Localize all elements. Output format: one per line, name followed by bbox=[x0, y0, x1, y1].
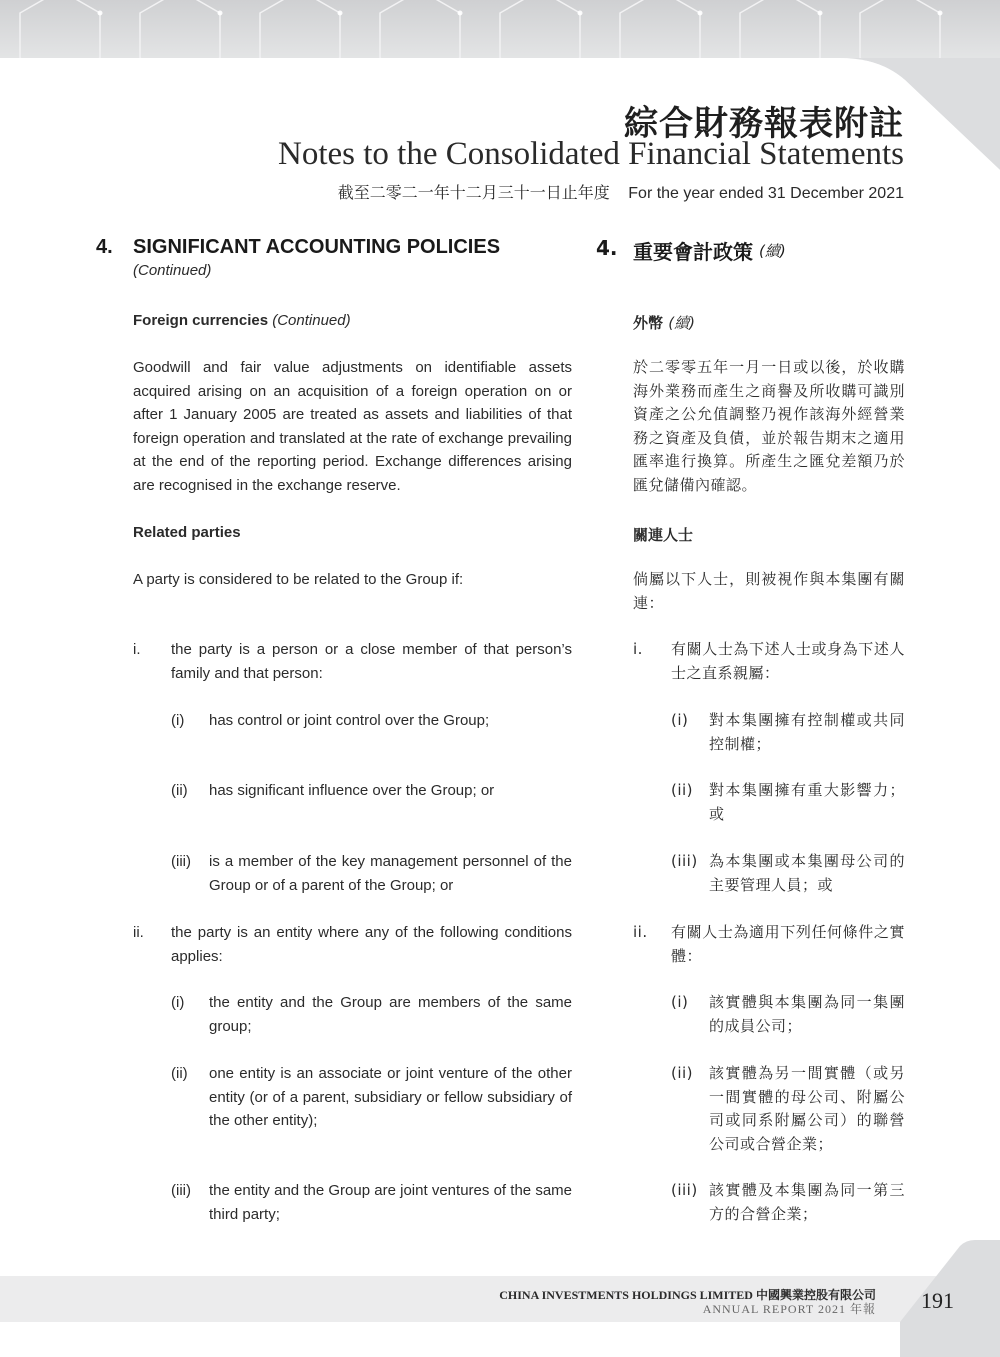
list-item-text: the party is a person or a close member of that person’s family and that person: bbox=[171, 641, 572, 682]
list-item bbox=[671, 1179, 905, 1226]
foreign-currencies-paragraph: Goodwill and fair value adjustments on identifiable assets acquired arising on an acquisition of a foreign operation on or after 1 January 2005 are treated as assets and liabilities of that foreign operation and translated at the rate of exchange prevailing at the end of the reporting period. Exchange differences arising are recognised in the exchange reserve. bbox=[133, 359, 572, 494]
list-item bbox=[171, 779, 572, 803]
list-item-text: 有關人士為適用下列任何條件之實體： bbox=[671, 923, 905, 965]
section-title: SIGNIFICANT ACCOUNTING POLICIES bbox=[133, 236, 501, 258]
list-item-text: 該實體與本集團為同一集團的成員公司； bbox=[709, 993, 905, 1035]
list-item-text: the entity and the Group are members of the same group; bbox=[209, 994, 572, 1035]
header-title-english: Notes to the Consolidated Financial Statements bbox=[278, 136, 904, 172]
foreign-currencies-continued: (Continued) bbox=[272, 312, 351, 329]
section-title-chinese: 重要會計政策 bbox=[633, 240, 753, 264]
section-number: 4. bbox=[96, 236, 113, 258]
footer-report-english: ANNUAL REPORT 2021 bbox=[702, 1302, 846, 1316]
list-item-text: the entity and the Group are joint ventures of the same third party; bbox=[209, 1182, 572, 1223]
section-continued-chinese: (續) bbox=[759, 242, 786, 260]
list-item bbox=[671, 991, 905, 1038]
list-item bbox=[671, 850, 905, 897]
footer-company-english: CHINA INVESTMENTS HOLDINGS LIMITED bbox=[499, 1288, 753, 1302]
foreign-currencies-heading bbox=[133, 312, 351, 329]
list-item-text: 該實體及本集團為同一第三方的合營企業； bbox=[709, 1181, 905, 1223]
list-item bbox=[671, 1062, 905, 1156]
related-parties-heading: Related parties bbox=[133, 524, 241, 541]
list-item-label: ii. bbox=[133, 924, 144, 941]
list-item-text: is a member of the key management personnel of the Group or of a parent of the Group; or bbox=[209, 853, 572, 894]
foreign-currencies-continued-chinese: (續) bbox=[668, 314, 695, 332]
list-item bbox=[133, 638, 572, 685]
list-item bbox=[671, 779, 905, 826]
footer-report-chinese: 年報 bbox=[849, 1302, 876, 1316]
list-item bbox=[633, 638, 905, 685]
list-item-label: (iii) bbox=[171, 853, 191, 870]
list-item-label: (ii) bbox=[671, 781, 694, 799]
english-column bbox=[96, 236, 572, 1223]
list-item-label: (ii) bbox=[671, 1064, 694, 1082]
page-number: 191 bbox=[921, 1288, 954, 1313]
list-item-text: one entity is an associate or joint venture of the other entity (or of a parent, subsidiary or fellow subsidiary of the other entity); bbox=[209, 1065, 572, 1129]
chinese-column bbox=[596, 236, 905, 1223]
list-item-text: the party is an entity where any of the following conditions applies: bbox=[171, 924, 572, 965]
list-item-label: (i) bbox=[171, 712, 185, 729]
header-title-chinese: 綜合財務報表附註 bbox=[624, 104, 904, 144]
list-item-label: i. bbox=[133, 641, 141, 658]
header-year-chinese: 截至二零二一年十二月三十一日止年度 bbox=[337, 183, 610, 202]
related-parties-intro-chinese: 倘屬以下人士，則被視作與本集團有關連： bbox=[633, 570, 905, 612]
list-item-label: (iii) bbox=[671, 852, 698, 870]
list-item bbox=[171, 1062, 572, 1133]
list-item-label: (ii) bbox=[171, 782, 188, 799]
list-item bbox=[171, 850, 572, 897]
section-heading bbox=[96, 236, 572, 259]
list-item-text: 該實體為另一間實體（或另一間實體的母公司、附屬公司或同系附屬公司）的聯營公司或合營企業； bbox=[709, 1064, 905, 1153]
header-year-english: For the year ended 31 December 2021 bbox=[628, 185, 904, 202]
list-item-text: 對本集團擁有重大影響力；或 bbox=[709, 781, 905, 823]
related-parties-intro: A party is considered to be related to the Group if: bbox=[133, 571, 464, 588]
list-item bbox=[171, 991, 572, 1038]
footer-report bbox=[703, 1300, 876, 1317]
foreign-currencies-paragraph-chinese: 於二零零五年一月一日或以後，於收購海外業務而產生之商譽及所收購可識別資產之公允值調整乃視作該海外經營業務之資產及負債，並於報告期末之適用匯率進行換算。所產生之匯兌差額乃於匯兌儲備內確認。 bbox=[633, 358, 905, 494]
list-item-text: 對本集團擁有控制權或共同控制權； bbox=[709, 711, 905, 753]
list-item-text: has significant influence over the Group; or bbox=[209, 782, 495, 799]
foreign-currencies-heading-chinese bbox=[633, 312, 695, 333]
header-year bbox=[338, 180, 904, 203]
list-item bbox=[171, 709, 572, 733]
list-item-label: (iii) bbox=[671, 1181, 698, 1199]
section-heading-chinese bbox=[596, 236, 905, 265]
list-item-text: 為本集團或本集團母公司的主要管理人員；或 bbox=[709, 852, 905, 894]
list-item-label: (ii) bbox=[171, 1065, 188, 1082]
list-item-text: has control or joint control over the Group; bbox=[209, 712, 490, 729]
list-item bbox=[633, 921, 905, 968]
list-item-text: 有關人士為下述人士或身為下述人士之直系親屬： bbox=[671, 640, 905, 682]
related-parties-heading-chinese: 關連人士 bbox=[633, 526, 694, 544]
list-item-label: (i) bbox=[671, 711, 689, 729]
list-item-label: ii. bbox=[633, 923, 648, 941]
section-number-chinese: 4. bbox=[596, 236, 618, 260]
foreign-currencies-title: Foreign currencies bbox=[133, 312, 269, 329]
list-item-label: (i) bbox=[671, 993, 689, 1011]
list-item bbox=[671, 709, 905, 756]
list-item-label: (iii) bbox=[171, 1182, 191, 1199]
list-item-label: i. bbox=[633, 640, 643, 658]
list-item-label: (i) bbox=[171, 994, 185, 1011]
footer-company-chinese: 中國興業控股有限公司 bbox=[755, 1288, 876, 1302]
foreign-currencies-title-chinese: 外幣 bbox=[633, 314, 664, 332]
section-continued: (Continued) bbox=[133, 262, 212, 279]
list-item bbox=[133, 921, 572, 968]
list-item bbox=[171, 1179, 572, 1226]
